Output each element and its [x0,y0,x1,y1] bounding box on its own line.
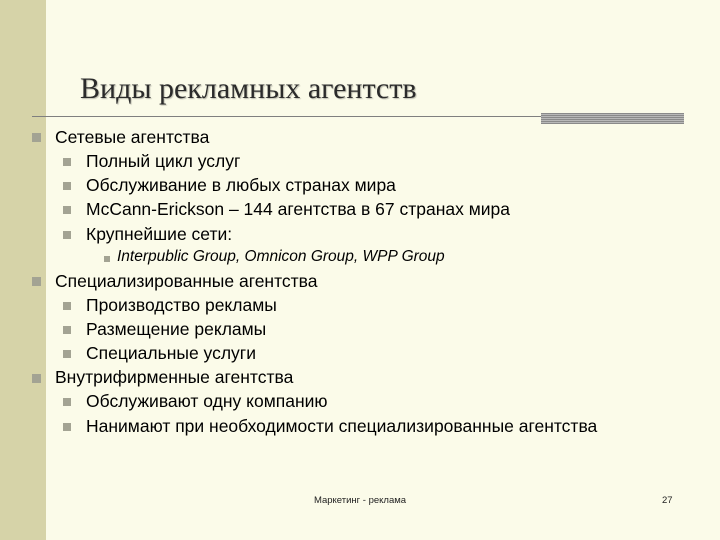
square-bullet-icon [63,302,71,310]
slide-title: Виды рекламных агентств [80,72,417,105]
list-item: Размещение рекламы [86,319,267,339]
square-bullet-icon [63,206,71,214]
list-item: Нанимают при необходимости специализированные агентства [86,416,598,436]
square-bullet-icon [63,182,71,190]
square-bullet-icon [32,374,41,383]
page-number: 27 [662,495,673,506]
list-item: McCann-Erickson – 144 агентства в 67 странах мира [86,199,511,219]
square-bullet-icon [63,423,71,431]
square-bullet-icon [32,133,41,142]
footer-title: Маркетинг - реклама [313,495,407,506]
list-item: Внутрифирменные агентства [55,367,294,387]
list-item: Крупнейшие сети: [86,224,233,244]
list-item: Обслуживание в любых странах мира [86,175,396,195]
list-item: Сетевые агентства [55,127,210,147]
list-item: Специализированные агентства [55,271,318,291]
list-item: Специальные услуги [86,343,256,363]
list-item: Производство рекламы [86,295,277,315]
list-item: Interpublic Group, Omnicon Group, WPP Group [117,248,445,265]
square-bullet-icon [63,158,71,166]
list-item: Обслуживают одну компанию [86,391,328,411]
square-bullet-icon [63,350,71,358]
square-bullet-icon [63,398,71,406]
square-bullet-icon [32,277,41,286]
square-bullet-icon [104,256,110,262]
square-bullet-icon [63,231,71,239]
list-item: Полный цикл услуг [86,151,241,171]
square-bullet-icon [63,326,71,334]
